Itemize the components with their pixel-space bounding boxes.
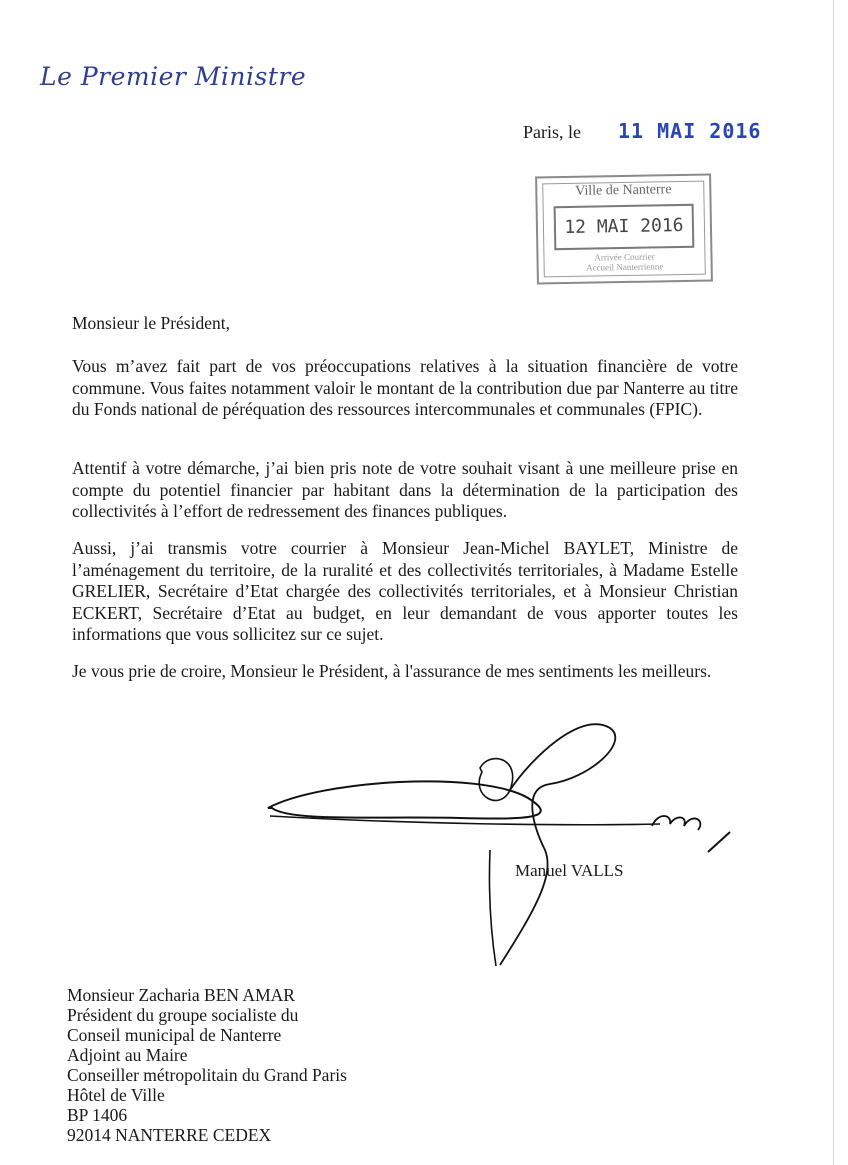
address-line: Conseil municipal de Nanterre	[67, 1025, 282, 1045]
stamp-service-line-2: Accueil Nanterrienne	[585, 261, 664, 273]
stamp-service	[538, 250, 710, 273]
address-line: BP 1406	[67, 1105, 128, 1125]
signature-drawing	[260, 700, 740, 980]
signatory-name: Manuel VALLS	[515, 861, 624, 880]
recipient-address	[67, 985, 347, 1145]
address-line: Monsieur Zacharia BEN AMAR	[67, 985, 295, 1005]
stamp-town: Ville de Nanterre	[575, 182, 672, 199]
salutation: Monsieur le Président,	[72, 313, 230, 333]
stamp-date: 12 MAI 2016	[554, 204, 695, 250]
letterhead: Le Premier Ministre	[40, 62, 307, 91]
address-line: 92014 NANTERRE CEDEX	[67, 1125, 272, 1145]
address-line: Conseiller métropolitain du Grand Paris	[67, 1065, 347, 1085]
date-place: Paris, le	[523, 122, 581, 142]
address-line: Adjoint au Maire	[67, 1045, 188, 1065]
paragraph-3: Aussi, j’ai transmis votre courrier à Monsieur Jean-Michel BAYLET, Ministre de l’aménagement du territoire, de la ruralité et des collectivités territoriales, à Madame Estelle GRELIER, Secrétaire d’Etat chargée des collectivités territoriales, et à Monsieur Christian ECKERT, Secrétaire d’Etat au budget, en leur demandant de vous apporter toutes les informations que vous sollicitez sur ce sujet.	[72, 538, 738, 644]
address-line: Hôtel de Ville	[67, 1085, 165, 1105]
stamp-service-line-1: Arrivée Courrier	[594, 251, 655, 263]
date-stamp: 11 MAI 2016	[618, 119, 762, 143]
address-line: Président du groupe socialiste du	[67, 1005, 299, 1025]
page-edge	[833, 0, 834, 1165]
paragraph-1: Vous m’avez fait part de vos préoccupations relatives à la situation financière de votre commune. Vous faites notamment valoir le montant de la contribution due par Nanterre au titre du Fonds national de péréquation des ressources intercommunales et communales (FPIC).	[72, 356, 738, 419]
paragraph-2: Attentif à votre démarche, j’ai bien pris note de votre souhait visant à une meilleure prise en compte du potentiel financier par habitant dans la détermination de la participation des collectivités à l’effort de redressement des finances publiques.	[72, 458, 738, 521]
received-stamp	[535, 173, 713, 284]
closing: Je vous prie de croire, Monsieur le Président, à l'assurance de mes sentiments les meilleurs.	[72, 661, 712, 681]
